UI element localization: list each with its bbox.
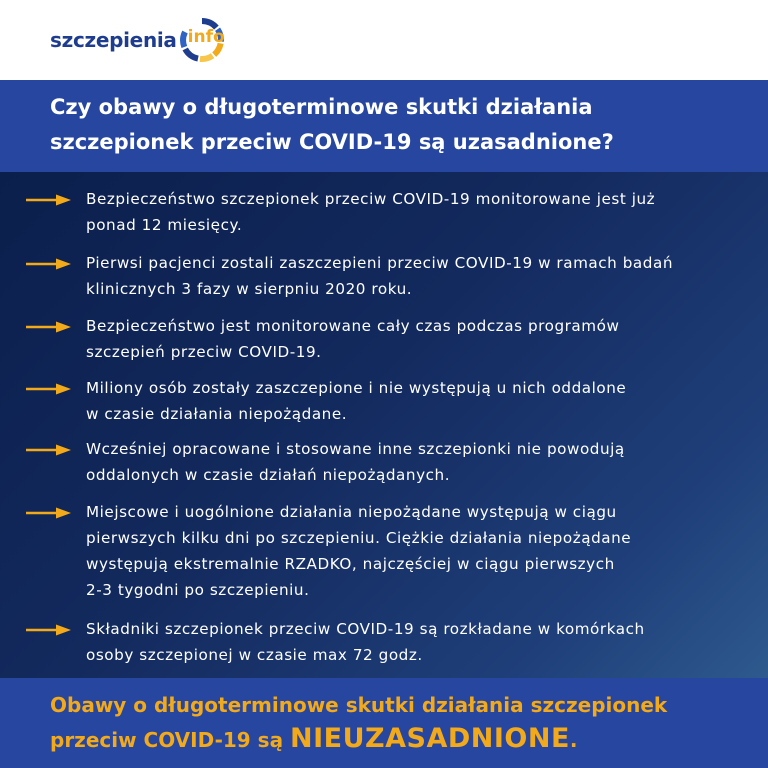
point-line: w czasie działania niepożądane. xyxy=(86,405,348,423)
point-text xyxy=(86,616,746,668)
arrow-right-icon xyxy=(26,193,72,207)
page-title xyxy=(50,90,730,160)
conclusion xyxy=(50,688,750,757)
point-line: pierwszych kilku dni po szczepieniu. Ciężkie działania niepożądane xyxy=(86,529,632,547)
point-text xyxy=(86,375,746,427)
conclusion-end: . xyxy=(569,728,578,752)
title-line-1: Czy obawy o długoterminowe skutki działania xyxy=(50,95,593,119)
arrow-right-icon xyxy=(26,443,72,457)
conclusion-line-1: Obawy o długoterminowe skutki działania szczepionek xyxy=(50,693,668,717)
title-band xyxy=(0,80,768,172)
point-line: szczepień przeciw COVID-19. xyxy=(86,343,322,361)
arrow-right-icon xyxy=(26,623,72,637)
logo-ring-icon xyxy=(179,17,225,63)
point-line: Miejscowe i uogólnione działania niepożądane występują w ciągu xyxy=(86,503,617,521)
arrow-right-icon xyxy=(26,506,72,520)
point-text xyxy=(86,436,746,488)
title-line-2: szczepionek przeciw COVID-19 są uzasadnione? xyxy=(50,130,614,154)
point-line: Miliony osób zostały zaszczepione i nie występują u nich oddalone xyxy=(86,379,627,397)
point-line: Pierwsi pacjenci zostali zaszczepieni przeciw COVID-19 w ramach badań xyxy=(86,254,673,272)
point-text xyxy=(86,499,746,603)
point-text xyxy=(86,313,746,365)
arrow-right-icon xyxy=(26,257,72,271)
points-panel xyxy=(0,172,768,678)
conclusion-emphasis: NIEUZASADNIONE xyxy=(290,723,570,754)
arrow-right-icon xyxy=(26,382,72,396)
point-line: Bezpieczeństwo jest monitorowane cały czas podczas programów xyxy=(86,317,620,335)
point-line: osoby szczepionej w czasie max 72 godz. xyxy=(86,646,423,664)
point-line: ponad 12 miesięcy. xyxy=(86,216,243,234)
conclusion-line-2: przeciw COVID-19 są xyxy=(50,728,291,752)
header xyxy=(0,0,768,80)
logo-word: szczepienia xyxy=(50,28,177,52)
point-line: występują ekstremalnie RZADKO, najczęściej w ciągu pierwszych xyxy=(86,555,615,573)
point-line: Składniki szczepionek przeciw COVID-19 są rozkładane w komórkach xyxy=(86,620,645,638)
conclusion-band xyxy=(0,678,768,768)
point-text xyxy=(86,186,746,238)
point-line: 2-3 tygodni po szczepieniu. xyxy=(86,581,310,599)
logo-suffix: info xyxy=(187,27,225,47)
point-text xyxy=(86,250,746,302)
point-line: klinicznych 3 fazy w sierpniu 2020 roku. xyxy=(86,280,413,298)
point-line: Wcześniej opracowane i stosowane inne szczepionki nie powodują xyxy=(86,440,625,458)
point-line: Bezpieczeństwo szczepionek przeciw COVID-19 monitorowane jest już xyxy=(86,190,656,208)
point-line: oddalonych w czasie działań niepożądanych. xyxy=(86,466,451,484)
arrow-right-icon xyxy=(26,320,72,334)
logo xyxy=(50,20,225,60)
